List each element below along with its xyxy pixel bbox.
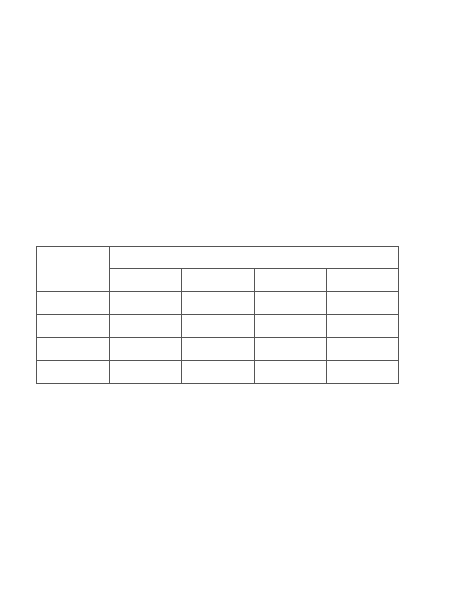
table-cell[interactable] xyxy=(110,338,182,361)
table-cell[interactable] xyxy=(326,292,398,315)
fruit-header-plum xyxy=(182,269,254,292)
task-6-heading xyxy=(34,54,36,69)
table-cell[interactable] xyxy=(110,361,182,384)
table-row xyxy=(37,338,399,361)
table-cell[interactable] xyxy=(254,338,326,361)
table-row xyxy=(37,361,399,384)
table-cell[interactable] xyxy=(110,315,182,338)
table-cell[interactable] xyxy=(326,361,398,384)
row-name xyxy=(37,338,110,361)
table-cell[interactable] xyxy=(254,315,326,338)
table-cell[interactable] xyxy=(254,361,326,384)
name-column-header xyxy=(37,247,110,292)
fruit-header-pear xyxy=(254,269,326,292)
row-name xyxy=(37,292,110,315)
answer-grid-task-6[interactable] xyxy=(36,120,398,150)
answer-grid-task-8[interactable] xyxy=(36,450,398,480)
table-cell[interactable] xyxy=(110,292,182,315)
fruit-table xyxy=(36,246,399,384)
fruit-header-orange xyxy=(326,269,398,292)
row-name xyxy=(37,315,110,338)
table-cell[interactable] xyxy=(254,292,326,315)
table-cell[interactable] xyxy=(326,315,398,338)
table-row xyxy=(37,315,399,338)
task-7-heading xyxy=(34,167,36,182)
table-cell[interactable] xyxy=(182,292,254,315)
task-8-heading xyxy=(34,401,36,416)
table-row xyxy=(37,292,399,315)
fruit-name-header xyxy=(110,247,399,269)
table-cell[interactable] xyxy=(182,338,254,361)
row-name xyxy=(37,361,110,384)
table-cell[interactable] xyxy=(182,361,254,384)
fruit-header-apple xyxy=(110,269,182,292)
table-cell[interactable] xyxy=(326,338,398,361)
table-cell[interactable] xyxy=(182,315,254,338)
